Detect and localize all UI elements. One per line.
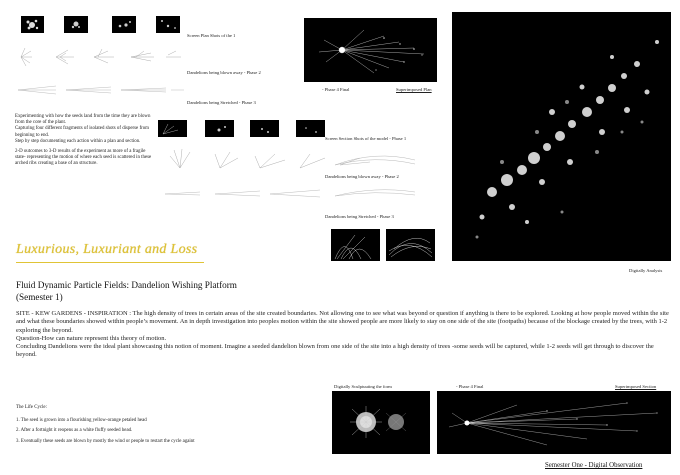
- script-title: Luxurious, Luxuriant and Loss: [16, 242, 198, 257]
- section-shot-3: [250, 120, 279, 137]
- phase4-plan-image: [304, 18, 437, 82]
- label-superimposed-section: Superimposed Section: [615, 384, 657, 389]
- label-blown-p2-section: Dandelions being blown away - Phase 2: [325, 174, 399, 179]
- life-cycle-item-1: 1. The seed is grown into a flourishing yellow-orange petaled head: [16, 418, 147, 424]
- section-shot-2: [205, 120, 234, 137]
- plan-shot-1: [21, 16, 44, 33]
- label-superimposed-plan: Superimposed Plan: [396, 87, 432, 92]
- semester-title: (Semester 1): [16, 292, 63, 302]
- plan-shot-2: [64, 16, 88, 33]
- plan-shot-3: [112, 16, 136, 33]
- footer-title: Semester One - Digital Observation: [545, 462, 643, 469]
- label-stretched-p3-section: Dandelions being Stretched - Phase 3: [325, 214, 394, 219]
- life-cycle: [16, 405, 316, 445]
- digital-analysis-image: [452, 12, 671, 261]
- form-sketch-2: [386, 229, 435, 261]
- body-text: [16, 310, 672, 360]
- experiment-line-2: Capturing four different fragments of isolated shots of disperse from beginning to end.: [15, 126, 149, 138]
- label-screen-section: Screen Section Shots of the model - Phase 1: [325, 136, 407, 141]
- body-paragraph-1: SITE - KEW GARDENS - INSPIRATION : The high density of trees in certain areas of the site created boundaries. Not allowing one to see what was beyond or question if anything is there to be explored. Looking at how people moved within the site and what these boundaries showed within people’s movement. An in depth investigation into peoples motion within the site showed people are more likely to stay on one side of the site (footpaths) because of the blockage created by the trees, with 1-2 exploring the beyond.: [16, 310, 669, 334]
- experiment-paragraph-2: 2-D outcomes to 3-D results of the experiment as more of a fragile state- representing the motion of where each seed is scattered in these arched ribs creating a base of an structure.: [15, 149, 152, 167]
- label-blown-p2-top: Dandelions being blown away - Phase 2: [187, 70, 261, 75]
- life-cycle-item-3: 3. Eventually these seeds are blown by mostly the wind or people to restart the cycle againt: [16, 438, 195, 444]
- plan-shot-4: [156, 16, 180, 33]
- body-paragraph-2: Question-How can nature represent this theory of motion.: [16, 334, 167, 342]
- experiment-text: [15, 114, 155, 168]
- label-phase4-plan: - Phase 4 Final: [322, 87, 350, 92]
- life-cycle-item-2: 2. After a fortnight it reopens as a white fluffy seeded head.: [16, 428, 133, 434]
- section-shot-4: [296, 120, 325, 137]
- experiment-line-3: Step by step documenting each action within a plan and section.: [15, 138, 141, 144]
- project-title: Fluid Dynamic Particle Fields: Dandelion Wishing Platform: [16, 280, 237, 290]
- section-sketch-row-stretched: [160, 182, 420, 202]
- body-paragraph-3: Concluding Dandelions were the ideal plant showcasing this notion of moment. Imagine a seeded dandelion blown from one side of the site into a high density of trees -some seeds will be captured, while 1-2 seeds will get through to discover the beyond.: [16, 343, 654, 359]
- label-screen-plan: Screen Plan Shots of the 1: [187, 33, 236, 38]
- section-sketch-row-blown: [160, 146, 330, 170]
- sketch-row-stretched: [16, 80, 186, 100]
- sketch-row-blown: [16, 45, 186, 69]
- life-cycle-title: The Life Cycle:: [16, 405, 47, 410]
- section-shot-1: [158, 120, 187, 137]
- phase4-section-image: [437, 391, 671, 454]
- label-digital-analysis: Digitally Analysis: [629, 268, 663, 273]
- label-sculpting: Digitally Sculptuuting the form: [334, 384, 392, 389]
- sculpted-form-image: [332, 391, 430, 454]
- script-title-underline: [16, 262, 204, 263]
- section-sketch-right-blown: [330, 150, 420, 170]
- label-phase4-section: - Phase 4 Final: [456, 384, 484, 389]
- form-sketch-1: [331, 229, 380, 261]
- experiment-line-1: Experimenting with how the seeds land from the time they are blown from the core of the plant.: [15, 114, 151, 126]
- label-stretched-p3-top: Dandelions being Stretched - Phase 3: [187, 100, 256, 105]
